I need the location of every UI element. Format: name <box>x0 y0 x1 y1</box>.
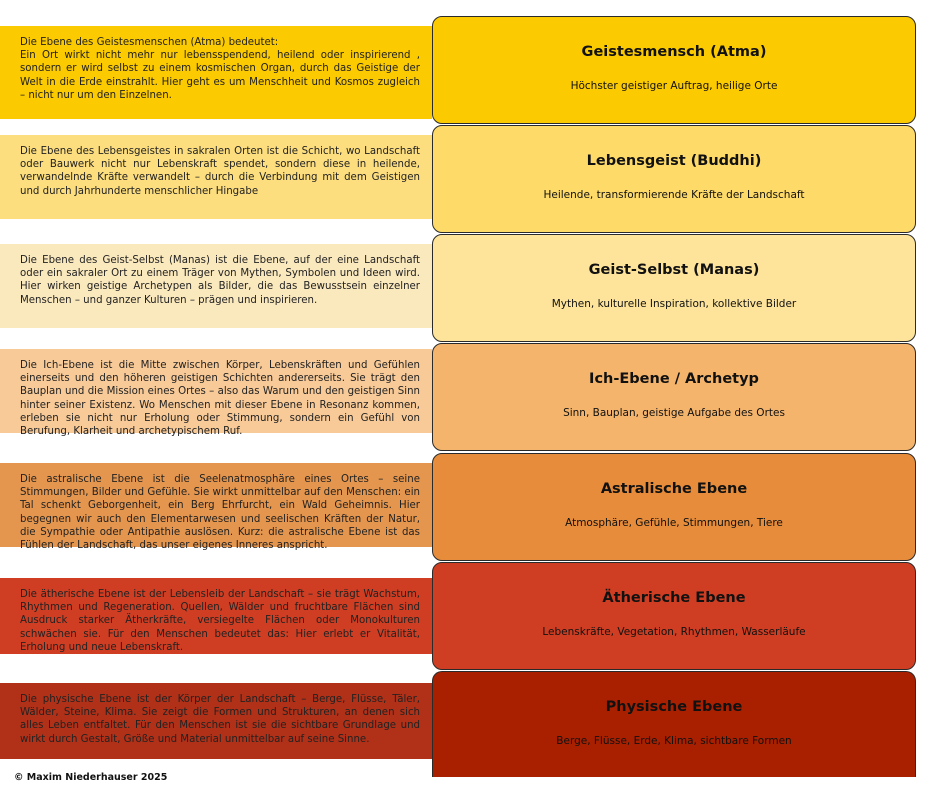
level-subtitle: Lebenskräfte, Vegetation, Rhythmen, Wasserläufe <box>542 626 806 638</box>
level-description: Die Ebene des Geistesmenschen (Atma) bedeutet: Ein Ort wirkt nicht mehr nur lebensspendend, heilend oder inspirierend , sondern er wird selbst zu einem kosmischen Organ, durch das Geistige der Welt in die Erde einstrahlt. Hier geht es um Menschheit und Kosmos zugleich – nicht nur um den Einzelnen. <box>0 26 432 119</box>
level-title: Ich-Ebene / Archetyp <box>589 371 759 387</box>
level-box <box>432 343 916 451</box>
level-subtitle: Berge, Flüsse, Erde, Klima, sichtbare Formen <box>556 735 792 747</box>
level-title: Geist-Selbst (Manas) <box>588 262 760 278</box>
level-description: Die Ebene des Geist-Selbst (Manas) ist die Ebene, auf der eine Landschaft oder ein sakraler Ort zu einem Träger von Mythen, Symbolen und Ideen wird. Hier wirken geistige Archetypen als Bilder, die das Bewusstsein einzelner Menschen – und ganzer Kulturen – prägen und inspirieren. <box>0 244 432 328</box>
level-subtitle: Sinn, Bauplan, geistige Aufgabe des Ortes <box>563 407 785 419</box>
copyright: © Maxim Niederhauser 2025 <box>14 772 168 783</box>
level-title: Physische Ebene <box>605 699 743 715</box>
level-title: Lebensgeist (Buddhi) <box>586 153 762 169</box>
level-box <box>432 125 916 233</box>
level-title: Astralische Ebene <box>600 481 748 497</box>
level-subtitle: Höchster geistiger Auftrag, heilige Orte <box>570 80 778 92</box>
level-box <box>432 234 916 342</box>
level-subtitle: Atmosphäre, Gefühle, Stimmungen, Tiere <box>565 517 783 529</box>
level-title: Geistesmensch (Atma) <box>581 44 767 60</box>
level-description: Die Ebene des Lebensgeistes in sakralen Orten ist die Schicht, wo Landschaft oder Bauwerk nicht nur Lebenskraft spendet, sondern diese in heilende, verwandelnde Kräfte verwandelt – durch die Verbindung mit dem Geistigen und durch Jahrhunderte menschlicher Hingabe <box>0 135 432 219</box>
level-box <box>432 453 916 561</box>
level-title: Ätherische Ebene <box>602 590 746 606</box>
level-description: Die physische Ebene ist der Körper der Landschaft – Berge, Flüsse, Täler, Wälder, Steine, Klima. Sie zeigt die Formen und Strukturen, an denen sich alles Leben entfaltet. Für den Menschen ist sie die sichtbare Grundlage und wirkt durch Gestalt, Größe und Material unmittelbar auf seine Sinne. <box>0 683 432 759</box>
level-subtitle: Heilende, transformierende Kräfte der Landschaft <box>543 189 805 201</box>
level-box <box>432 562 916 670</box>
level-box <box>432 671 916 777</box>
level-box <box>432 16 916 124</box>
level-subtitle: Mythen, kulturelle Inspiration, kollektive Bilder <box>551 298 797 310</box>
level-description: Die ätherische Ebene ist der Lebensleib der Landschaft – sie trägt Wachstum, Rhythmen und Regeneration. Quellen, Wälder und fruchtbare Flächen sind Ausdruck starker Ätherkräfte, versiegelte Flächen oder Monokulturen schwächen sie. Für den Menschen bedeutet das: Hier erlebt er Vitalität, Erholung und neue Lebenskraft. <box>0 578 432 654</box>
level-description: Die astralische Ebene ist die Seelenatmosphäre eines Ortes – seine Stimmungen, Bilder und Gefühle. Sie wirkt unmittelbar auf den Menschen: ein Tal schenkt Geborgenheit, ein Berg Ehrfurcht, ein Wald Geheimnis. Hier begegnen wir auch den Elementarwesen und seelischen Kräften der Natur, die Sympathie oder Antipathie auslösen. Kurz: die astralische Ebene ist das Fühlen der Landschaft, das unser eigenes Inneres anspricht. <box>0 463 432 547</box>
level-description: Die Ich-Ebene ist die Mitte zwischen Körper, Lebenskräften und Gefühlen einerseits und den höheren geistigen Schichten andererseits. Sie trägt den Bauplan und die Mission eines Ortes – also das Warum und den geistigen Sinn hinter seiner Existenz. Wo Menschen mit dieser Ebene in Resonanz kommen, erleben sie nicht nur Erholung oder Stimmung, sondern ein Gefühl von Berufung, Klarheit und archetypischem Ruf. <box>0 349 432 433</box>
